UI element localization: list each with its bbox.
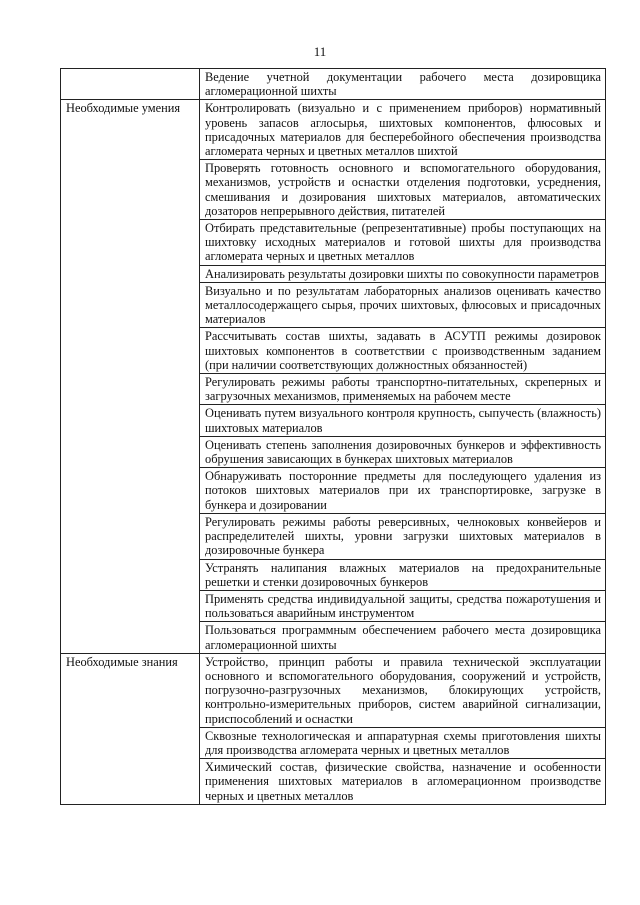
requirement-item: Регулировать режимы работы реверсивных, челноковых конвейеров и распределителей шихты, уровни загрузки шихтовых материалов в дозировочные бункера [200,513,606,559]
requirement-item: Пользоваться программным обеспечением рабочего места дозировщика агломерационной шихты [200,622,606,653]
table-row [61,69,606,100]
table-row [61,653,606,727]
requirement-item: Оценивать степень заполнения дозировочных бункеров и эффективность обрушения зависающих в бункерах шихтовых материалов [200,436,606,467]
section-label: Необходимые умения [61,100,200,653]
requirement-item: Отбирать представительные (репрезентативные) пробы поступающих на шихтовку исходных материалов и готовой шихты для производства агломерата черных и цветных металлов [200,220,606,266]
requirement-item: Контролировать (визуально и с применением приборов) нормативный уровень запасов аглосырья, шихтовых компонентов, флюсовых и присадочных материалов для бесперебойного обеспечения производства агломерата черных и цветных металлов шихтой [200,100,606,160]
competency-table [60,68,606,805]
page-number: 11 [313,44,327,59]
requirement-item: Применять средства индивидуальной защиты, средства пожаротушения и пользоваться аварийным инструментом [200,590,606,621]
requirement-item: Анализировать результаты дозировки шихты по совокупности параметров [200,265,606,282]
requirement-item: Проверять готовность основного и вспомогательного оборудования, механизмов, устройств и оснастки отделения подготовки, усреднения, смешивания и дозирования шихтовых материалов, автоматических дозаторов непрерывного действия, питателей [200,160,606,220]
requirement-item: Устройство, принцип работы и правила технической эксплуатации основного и вспомогательного оборудования, сооружений и устройств, погрузочно-разгрузочных механизмов, блокирующих устройств, контрольно-измерительных приборов, систем аварийной сигнализации, приспособлений и оснастки [200,653,606,727]
requirement-item: Устранять налипания влажных материалов на предохранительные решетки и стенки дозировочных бункеров [200,559,606,590]
requirement-item: Оценивать путем визуального контроля крупность, сыпучесть (влажность) шихтовых материалов [200,405,606,436]
table-row [61,100,606,160]
requirement-item: Обнаруживать посторонние предметы для последующего удаления из потоков шихтовых материалов при их транспортировке, загрузке в бункера и дозировании [200,468,606,514]
requirement-item: Визуально и по результатам лабораторных анализов оценивать качество металлосодержащего сырья, прочих шихтовых, флюсовых и присадочных материалов [200,282,606,328]
requirement-item: Химический состав, физические свойства, назначение и особенности применения шихтовых материалов в агломерационном производстве черных и цветных металлов [200,759,606,805]
requirement-item: Ведение учетной документации рабочего места дозировщика агломерационной шихты [200,69,606,100]
requirement-item: Рассчитывать состав шихты, задавать в АСУТП режимы дозировок шихтовых компонентов в соответствии с производственным заданием (при наличии соответствующих должностных обязанностей) [200,328,606,374]
section-label [61,69,200,100]
section-label: Необходимые знания [61,653,200,804]
requirement-item: Регулировать режимы работы транспортно-питательных, скреперных и загрузочных механизмов, применяемых на рабочем месте [200,374,606,405]
requirement-item: Сквозные технологическая и аппаратурная схемы приготовления шихты для производства агломерата черных и цветных металлов [200,727,606,758]
